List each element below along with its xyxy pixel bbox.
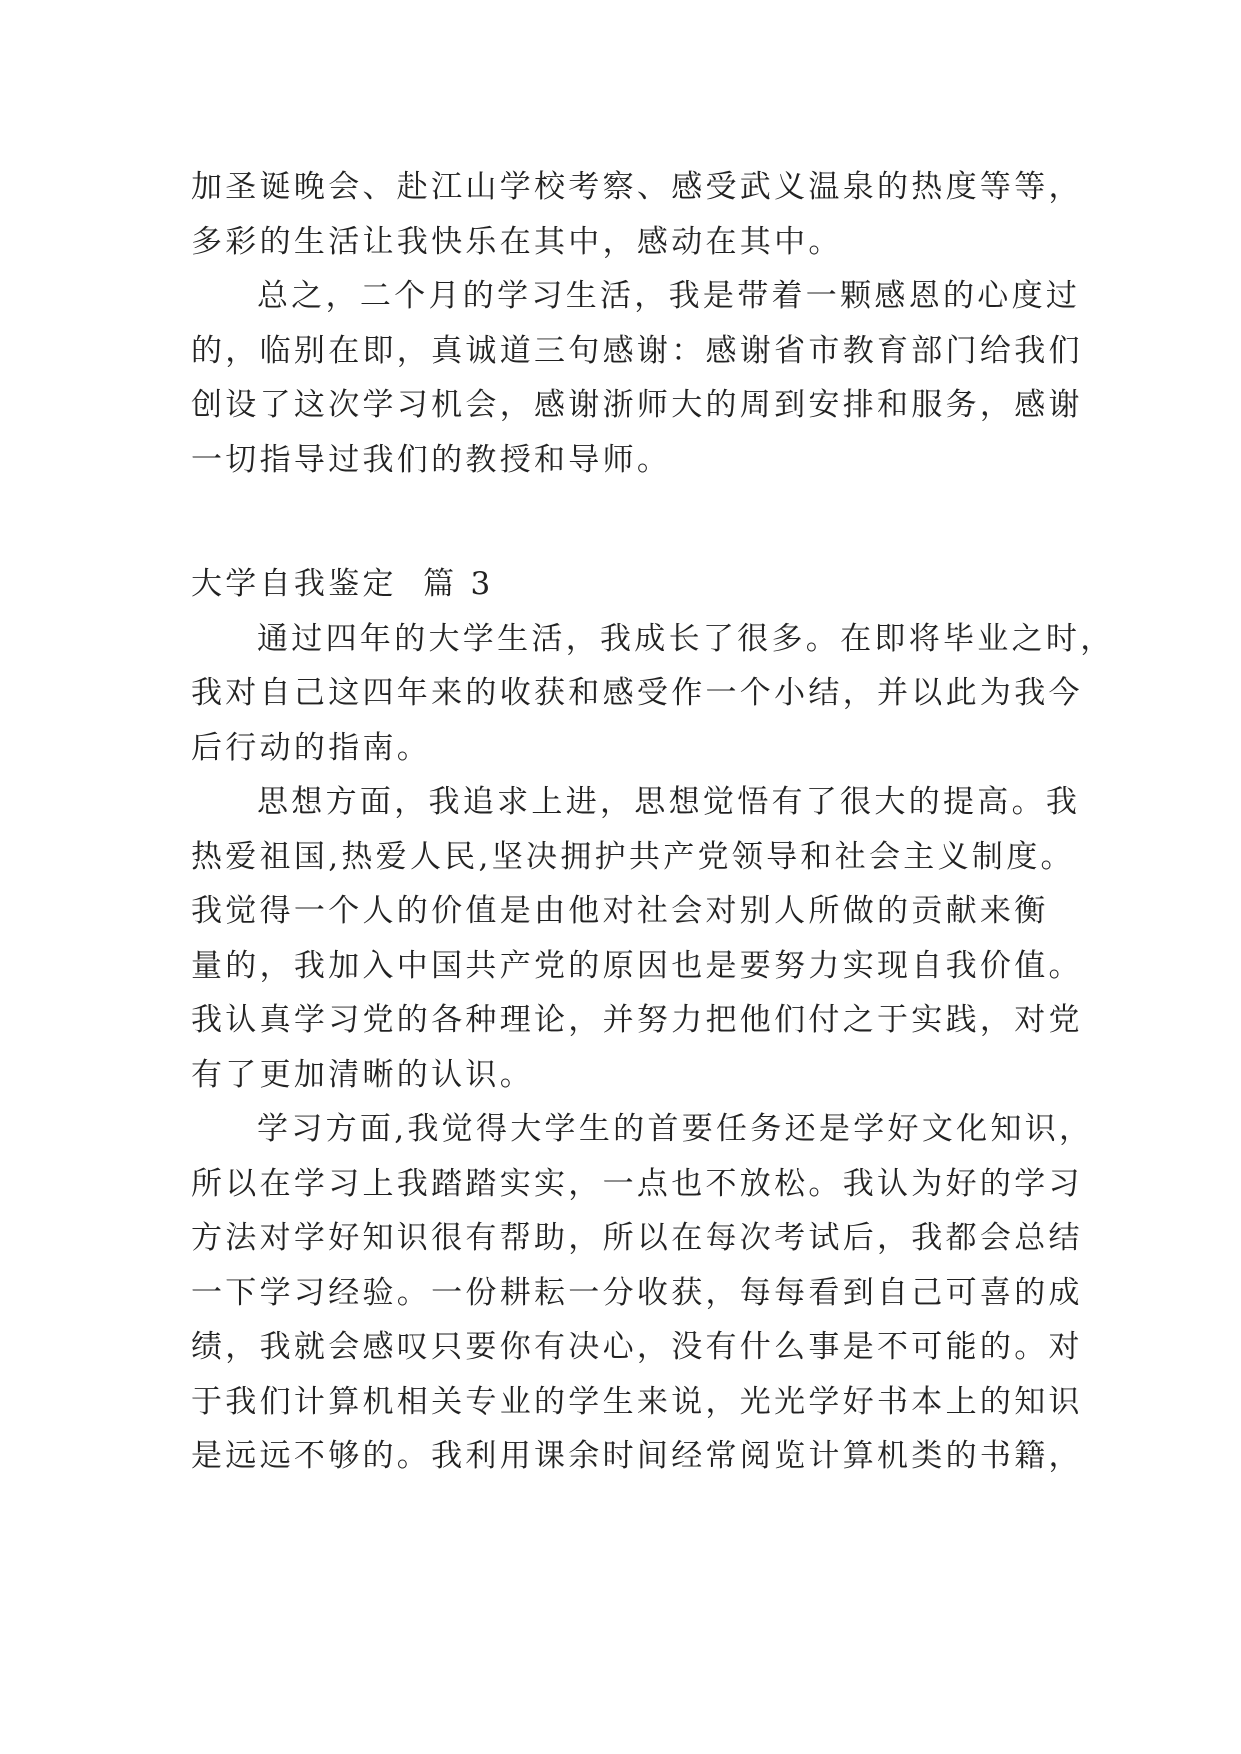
text-line: 方法对学好知识很有帮助，所以在每次考试后，我都会总结 [191,1220,1083,1256]
text-line: 的，临别在即，真诚道三句感谢：感谢省市教育部门给我们 [191,332,1083,369]
document-body [191,160,1115,1484]
text-line: 学习方面,我觉得大学生的首要任务还是学好文化知识， [257,1111,1094,1147]
text-line: 是远远不够的。我利用课余时间经常阅览计算机类的书籍， [191,1438,1083,1474]
text-line: 加圣诞晚会、赴江山学校考察、感受武义温泉的热度等等， [191,169,1083,205]
text-line: 思想方面，我追求上进，思想觉悟有了很大的提高。我 [257,784,1081,820]
text-line: 热爱祖国,热爱人民,坚决拥护共产党领导和社会主义制度。 [191,838,1075,875]
text-line: 量的，我加入中国共产党的原因也是要努力实现自我价值。 [191,947,1083,984]
text-line: 我认真学习党的各种理论，并努力把他们付之于实践，对党 [191,1002,1083,1038]
text-line: 创设了这次学习机会，感谢浙师大的周到安排和服务，感谢 [191,387,1083,423]
text-line: 于我们计算机相关专业的学生来说，光光学好书本上的知识 [191,1383,1083,1420]
section-spacer [191,487,1061,557]
text-line: 有了更加清晰的认识。 [191,1056,534,1093]
text-line: 我对自己这四年来的收获和感受作一个小结，并以此为我今 [191,675,1083,711]
section-title: 大学自我鉴定 篇 3 [191,566,494,602]
paragraph-thought [191,775,1083,1102]
paragraph-study [191,1102,1094,1484]
text-line: 通过四年的大学生活，我成长了很多。在即将毕业之时， [257,620,1115,657]
text-line: 绩，我就会感叹只要你有决心，没有什么事是不可能的。对 [191,1329,1083,1365]
text-line: 多彩的生活让我快乐在其中，感动在其中。 [191,223,843,260]
text-line: 一下学习经验。一份耕耘一分收获，每每看到自己可喜的成 [191,1274,1083,1311]
text-line: 一切指导过我们的教授和导师。 [191,441,672,478]
text-line: 总之，二个月的学习生活，我是带着一颗感恩的心度过 [257,278,1081,314]
paragraph-intro [191,612,1115,776]
text-line: 后行动的指南。 [191,729,432,766]
paragraph-continued [191,160,1083,269]
text-line: 我觉得一个人的价值是由他对社会对别人所做的贡献来衡 [191,893,1049,929]
paragraph-summary [191,269,1083,487]
text-line: 所以在学习上我踏踏实实，一点也不放松。我认为好的学习 [191,1165,1083,1202]
